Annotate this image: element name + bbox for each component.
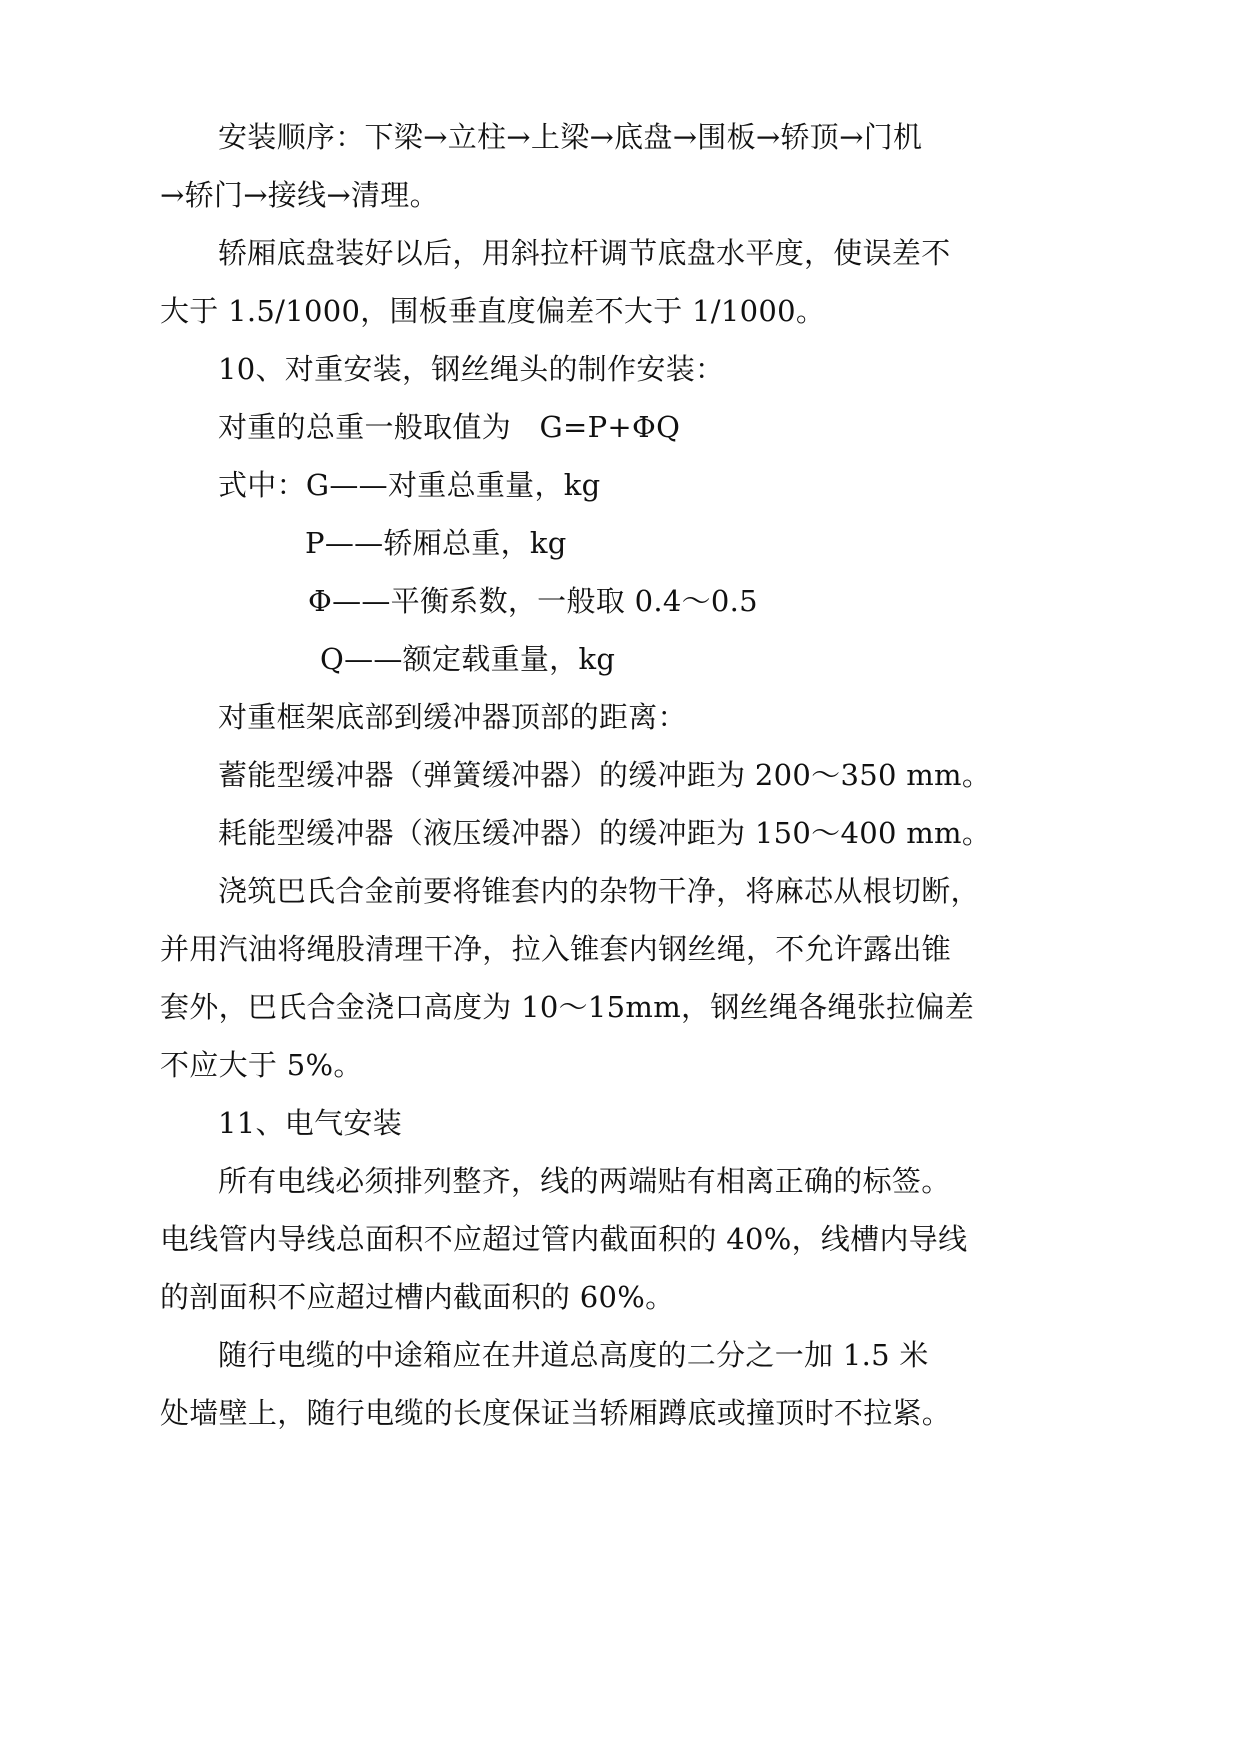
legend-line-phi: Φ——平衡系数，一般取 0.4～0.5 [308,584,758,618]
text-line: 大于 1.5/1000，围板垂直度偏差不大于 1/1000。 [160,294,826,328]
text-line: 耗能型缓冲器（液压缓冲器）的缓冲距为 150～400 mm。 [218,816,992,850]
text-line: 所有电线必须排列整齐，线的两端贴有相离正确的标签。 [218,1164,951,1198]
section-heading: 10、对重安装，钢丝绳头的制作安装： [218,352,725,386]
text-line: 处墙壁上，随行电缆的长度保证当轿厢蹲底或撞顶时不拉紧。 [160,1396,952,1430]
paragraph-buffer-distance [160,688,1120,746]
text-line: 对重框架底部到缓冲器顶部的距离： [218,700,687,734]
paragraph-install-sequence [160,108,1120,224]
paragraph-babbitt-pouring [160,862,1120,1094]
legend-line-p: P——轿厢总重，kg [305,526,567,560]
paragraph-car-floor [160,224,1120,340]
text-line: 的剖面积不应超过槽内截面积的 60%。 [160,1280,675,1314]
section-heading: 11、电气安装 [218,1106,403,1140]
text-line: 轿厢底盘装好以后，用斜拉杆调节底盘水平度，使误差不 [218,236,951,270]
text-line: 并用汽油将绳股清理干净，拉入锥套内钢丝绳，不允许露出锥 [160,932,952,966]
legend-line-q: Q——额定载重量，kg [320,642,616,676]
document-body [160,108,1120,1442]
paragraph-formula [160,398,1120,456]
text-line: 浇筑巴氏合金前要将锥套内的杂物干净，将麻芯从根切断， [218,874,980,908]
text-line: 不应大于 5%。 [160,1048,363,1082]
formula-legend [160,456,1120,688]
formula-line: 对重的总重一般取值为 G=P+ΦQ [218,410,681,444]
text-line: 套外，巴氏合金浇口高度为 10～15mm，钢丝绳各绳张拉偏差 [160,990,975,1024]
paragraph-wiring [160,1152,1120,1326]
text-line: 蓄能型缓冲器（弹簧缓冲器）的缓冲距为 200～350 mm。 [218,758,992,792]
text-line: →轿门→接线→清理。 [160,178,439,212]
section-heading-electrical [160,1094,1120,1152]
text-line: 安装顺序：下梁→立柱→上梁→底盘→围板→轿顶→门机 [218,120,923,154]
paragraph-hydraulic-buffer [160,804,1120,862]
text-line: 电线管内导线总面积不应超过管内截面积的 40%，线槽内导线 [160,1222,968,1256]
paragraph-travelling-cable [160,1326,1120,1442]
text-line: 随行电缆的中途箱应在井道总高度的二分之一加 1.5 米 [218,1338,929,1372]
section-heading-counterweight [160,340,1120,398]
legend-line-g: 式中：G——对重总重量，kg [218,468,601,502]
paragraph-spring-buffer [160,746,1120,804]
